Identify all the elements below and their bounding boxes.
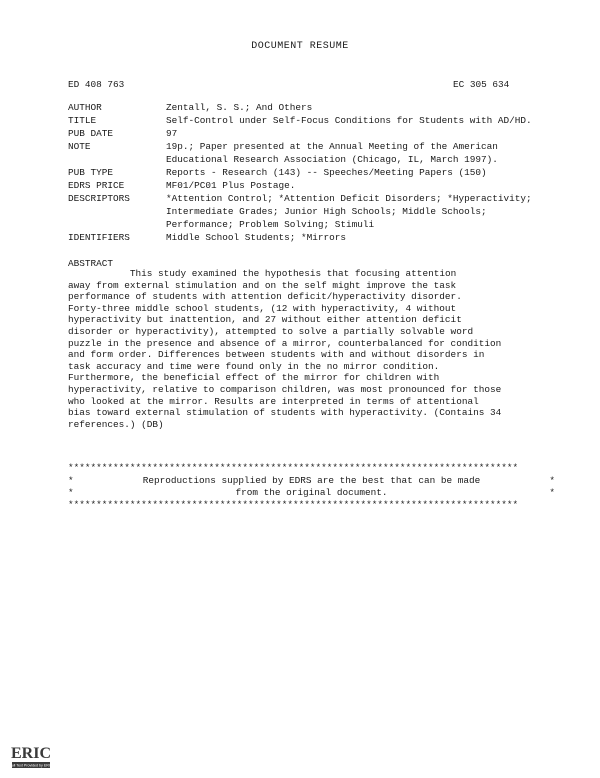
eric-logo-text: ERIC <box>10 745 52 762</box>
field-title <box>68 114 541 127</box>
field-pub-type <box>68 166 541 179</box>
field-label: AUTHOR <box>68 102 102 113</box>
field-label: NOTE <box>68 141 91 152</box>
field-value: Zentall, S. S.; And Others <box>166 102 313 113</box>
star-right: * <box>549 487 555 498</box>
field-note <box>68 140 541 166</box>
star-left: * <box>68 487 74 498</box>
field-author <box>68 101 541 114</box>
field-value: Middle School Students; *Mirrors <box>166 232 347 243</box>
abstract-heading: ABSTRACT <box>68 258 114 269</box>
field-value: *Attention Control; *Attention Deficit Disorders; *Hyperactivity; Intermediate Grades; Junior High Schools; Middle Schools; Performance; Problem Solving; Stimuli <box>166 193 532 230</box>
field-edrs-price <box>68 179 541 192</box>
field-label: IDENTIFIERS <box>68 232 130 243</box>
field-value: 19p.; Paper presented at the Annual Meeting of the American Educational Research Association (Chicago, IL, March 1997). <box>166 141 498 165</box>
field-label: DESCRIPTORS <box>68 193 130 204</box>
metadata-fields <box>68 101 541 244</box>
star-left: * <box>68 475 74 486</box>
field-pub-date <box>68 127 541 140</box>
ec-number: EC 305 634 <box>453 79 510 90</box>
field-label: PUB TYPE <box>68 167 114 178</box>
field-value: Reports - Research (143) -- Speeches/Meeting Papers (150) <box>166 167 487 178</box>
eric-logo <box>10 740 52 770</box>
field-label: PUB DATE <box>68 128 114 139</box>
reproduction-source: from the original document. <box>235 487 388 498</box>
star-right: * <box>549 475 555 486</box>
field-value: MF01/PC01 Plus Postage. <box>166 180 296 191</box>
field-descriptors <box>68 192 541 231</box>
abstract-text: This study examined the hypothesis that focusing attention away from external stimulation and on the self might improve the task performance of students with attention deficit/hyperactivity disorder. Forty-three middle school students, (12 with hyperactivity, 4 without hyperactivity but inattention, and 27 without either attention deficit disorder or hyperactivity), attempted to solve a partially solvable word puzzle in the presence and absence of a mirror, counterbalanced for condition and form order. Differences between students with and without disorders in task accuracy and time were found only in the no mirror condition. Furthermore, the beneficial effect of the mirror for children with hyperactivity, relative to comparison children, was most pronounced for those who looked at the mirror. Results are interpreted in terms of attentional bias toward external stimulation of students with hyperactivity. (Contains 34 references.) (DB) <box>68 268 502 430</box>
field-identifiers <box>68 231 541 244</box>
field-value: 97 <box>166 128 178 139</box>
stars-rule-top: ******************************************************************************** <box>68 462 519 473</box>
document-title: DOCUMENT RESUME <box>251 41 349 52</box>
eric-logo-tagline: Full Text Provided by ERIC <box>10 763 52 768</box>
field-value: Self-Control under Self-Focus Conditions for Students with AD/HD. <box>166 115 532 126</box>
field-label: TITLE <box>68 115 97 126</box>
stars-rule-bottom: ******************************************************************************** <box>68 499 519 510</box>
field-label: EDRS PRICE <box>68 180 125 191</box>
reproduction-notice: Reproductions supplied by EDRS are the best that can be made <box>142 475 481 486</box>
ed-number: ED 408 763 <box>68 79 125 90</box>
